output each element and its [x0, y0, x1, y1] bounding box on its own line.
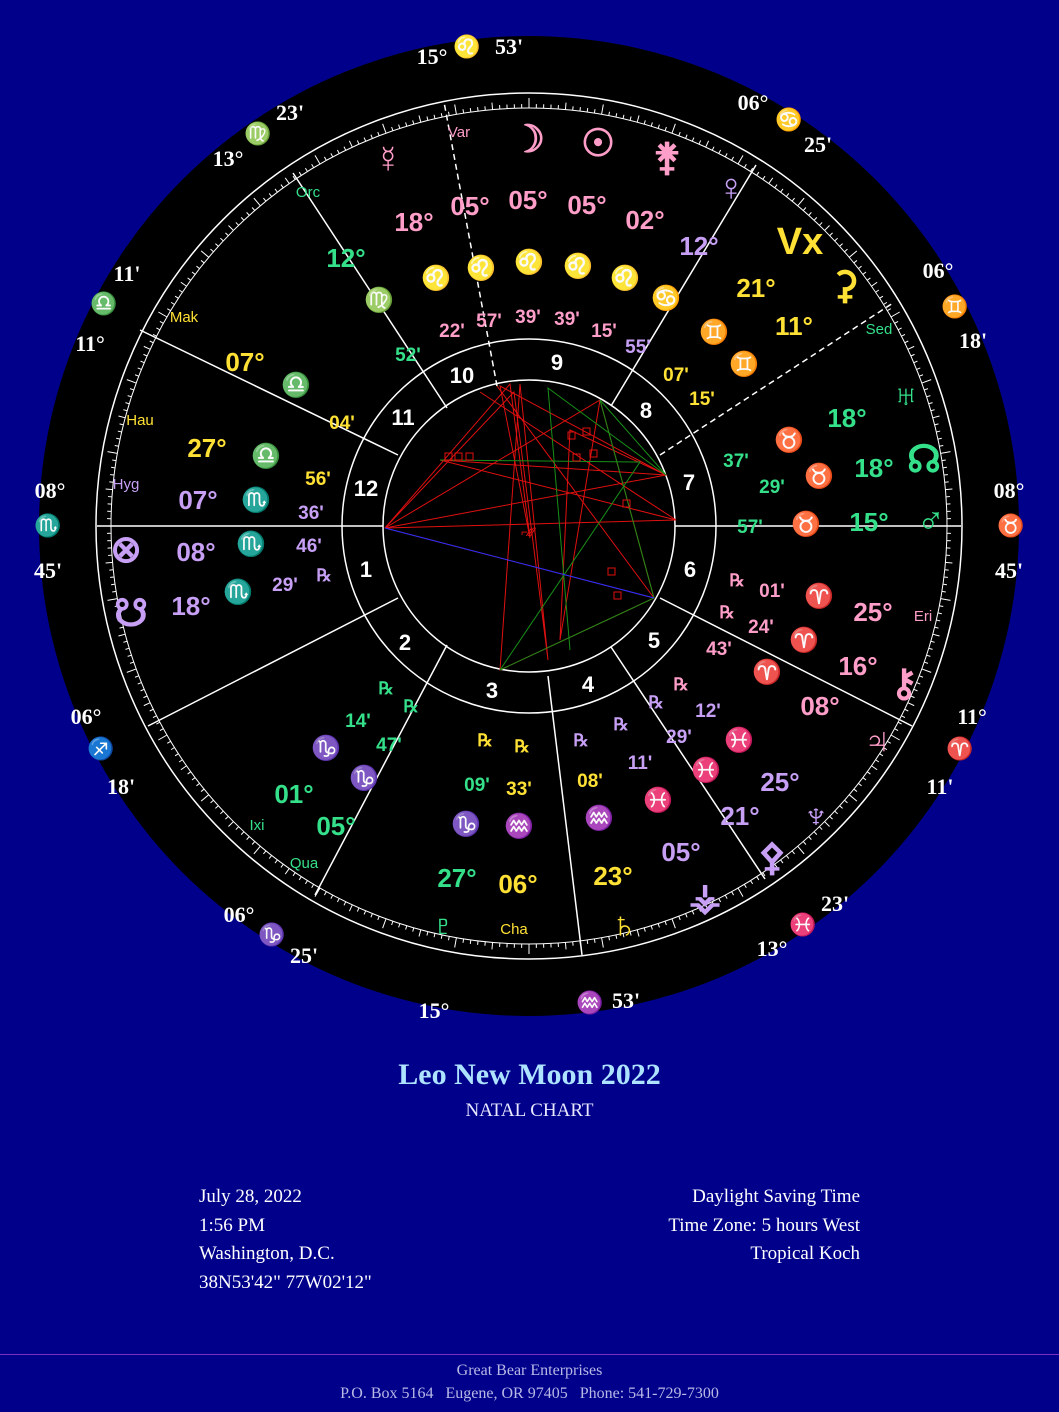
eris-degree: 25°: [853, 597, 893, 627]
degree-tick: [463, 109, 464, 113]
minor-body-label: Qua: [289, 855, 319, 872]
degree-tick: [942, 460, 946, 461]
cusp-minute: 45': [994, 558, 1024, 583]
ixion-degree: 01°: [274, 779, 314, 809]
cusp-degree: 08°: [993, 478, 1025, 503]
pallas-degree: 21°: [720, 801, 760, 831]
saturn-sign: ♒: [584, 805, 614, 832]
venus-degree: 12°: [679, 231, 719, 261]
mercury-minutes: 22': [439, 321, 465, 342]
saturn-minutes: 08': [577, 771, 603, 792]
vesta-sign: ♓: [643, 787, 673, 814]
degree-tick: [587, 940, 588, 944]
degree-tick: [945, 489, 952, 490]
south-node-degree: 18°: [171, 591, 211, 621]
uranus-sign: ♉: [774, 427, 804, 454]
vertex-sign: ♊: [699, 319, 729, 346]
north-node-minutes: 29': [759, 477, 785, 498]
vertex-var-minutes: 57': [476, 311, 502, 332]
cusp-degree: 06°: [70, 704, 102, 729]
cusp-degree: 06°: [737, 90, 769, 115]
neptune-minutes: 12': [695, 701, 721, 722]
vesta-minutes: 11': [627, 753, 653, 774]
quaoar-sign: ♑: [349, 765, 379, 792]
degree-tick: [492, 942, 493, 949]
ixion-minutes: 14': [345, 711, 371, 732]
sagittarius-glyph: ♐: [87, 736, 115, 761]
pallas-minutes: 29': [666, 727, 692, 748]
degree-tick: [112, 591, 116, 592]
leo-glyph: ♌: [453, 34, 481, 59]
degree-tick: [470, 108, 471, 112]
house-number-6: 6: [683, 557, 697, 582]
footer-company: Great Bear Enterprises: [456, 1362, 603, 1379]
chariklo-minutes: 33': [506, 779, 532, 800]
sun-icon: ☉: [580, 123, 616, 165]
event-time: 1:56 PM: [199, 1214, 265, 1236]
hygiea-degree: 07°: [178, 485, 218, 515]
cusp-degree: 08°: [34, 478, 66, 503]
pluto-minutes: 09': [464, 775, 490, 796]
uranus-degree: 18°: [827, 403, 867, 433]
neptune-retrograde: ℞: [648, 693, 664, 712]
eris-minutes: 01': [759, 581, 785, 602]
north-node-icon: ☊: [907, 439, 941, 481]
aquarius-glyph: ♒: [576, 990, 604, 1015]
house-number-10: 10: [449, 363, 475, 388]
minor-body-label: Var: [447, 124, 471, 141]
pallas-sign: ♓: [691, 757, 721, 784]
chariklo-degree: 06°: [498, 869, 538, 899]
degree-tick: [565, 942, 566, 949]
chariklo-sign: ♒: [504, 813, 534, 840]
house-number-1: 1: [359, 557, 373, 582]
chart-subtitle: NATAL CHART: [465, 1100, 594, 1121]
event-date: July 28, 2022: [199, 1186, 302, 1207]
minor-body-label: Orc: [295, 184, 321, 201]
mercury-sign: ♌: [421, 265, 451, 292]
house-number-3: 3: [485, 678, 499, 703]
time-zone: Time Zone: 5 hours West: [668, 1214, 860, 1236]
north-node-sign: ♉: [804, 463, 834, 490]
house-number-4: 4: [581, 672, 595, 697]
footer-divider: [0, 1354, 1059, 1355]
jupiter-minutes: 43': [706, 639, 732, 660]
house-number-8: 8: [639, 398, 653, 423]
moon-sign: ♌: [514, 249, 544, 276]
cusp-minute: 23': [275, 100, 305, 125]
makemake-sign: ♎: [281, 372, 311, 399]
degree-tick: [943, 467, 947, 468]
footer-address: P.O. Box 5164 Eugene, OR 97405 Phone: 541-729-7300: [340, 1385, 719, 1402]
cusp-minute: 11': [113, 261, 141, 286]
capricorn-glyph: ♑: [258, 922, 286, 947]
house-number-9: 9: [550, 350, 564, 375]
south-node-minutes: 29': [272, 575, 298, 596]
footer: [0, 1359, 1059, 1405]
eris-retrograde: ℞: [729, 571, 745, 590]
neptune-sign: ♓: [724, 727, 754, 754]
saturn-degree: 23°: [593, 861, 633, 891]
uranus-icon: ♅: [891, 375, 921, 417]
jupiter-retrograde: ℞: [673, 675, 689, 694]
aries-glyph: ♈: [946, 736, 974, 761]
vertex-degree: 21°: [736, 273, 776, 303]
part-of-fortune-icon: ⊗: [110, 529, 142, 571]
minor-body-label: Mak: [169, 309, 199, 326]
virgo-glyph: ♍: [244, 121, 272, 146]
hygiea-sign: ♏: [241, 487, 271, 514]
south-node-sign: ♏: [223, 579, 253, 606]
house-number-7: 7: [682, 470, 696, 495]
cusp-minute: 25': [289, 943, 319, 968]
part-of-fortune-sign: ♏: [236, 531, 266, 558]
cusp-degree: 13°: [756, 936, 788, 961]
quaoar-degree: 05°: [316, 811, 356, 841]
vertex-var-degree: 05°: [450, 191, 490, 221]
chart-title: Leo New Moon 2022: [398, 1058, 661, 1091]
ceres-minutes: 15': [689, 389, 715, 410]
degree-tick: [111, 467, 115, 468]
vesta-icon: ⚶: [688, 877, 722, 919]
chiron-minutes: 24': [748, 617, 774, 638]
cusp-degree: 15°: [416, 44, 448, 69]
pluto-icon: ♇: [428, 905, 458, 947]
hygiea-minutes: 36': [298, 503, 324, 524]
mercury-degree: 18°: [394, 207, 434, 237]
north-node-degree: 18°: [854, 453, 894, 483]
dst-note: Daylight Saving Time: [692, 1186, 860, 1207]
uranus-minutes: 37': [723, 451, 749, 472]
cusp-degree: 06°: [223, 902, 255, 927]
house-number-5: 5: [647, 628, 661, 653]
sun-degree: 05°: [567, 190, 607, 220]
degree-tick: [106, 489, 113, 490]
minor-body-label: Sed: [865, 321, 893, 338]
juno-minutes: 15': [591, 321, 617, 342]
ceres-degree: 11°: [775, 311, 813, 341]
jupiter-sign: ♈: [752, 659, 782, 686]
cusp-degree: 15°: [418, 998, 450, 1023]
degree-tick: [587, 108, 588, 112]
cusp-minute: 18': [958, 328, 988, 353]
juno-sign: ♌: [610, 265, 640, 292]
center-aspect-marks: ⌐∕∕∕: [521, 525, 535, 539]
chiron-degree: 16°: [838, 651, 878, 681]
pluto-retrograde: ℞: [403, 697, 419, 716]
mars-sign: ♉: [791, 511, 821, 538]
south-node-icon: ☋: [114, 593, 148, 635]
degree-tick: [565, 103, 566, 110]
event-place: Washington, D.C.: [199, 1243, 335, 1264]
part-of-fortune-degree: 08°: [176, 537, 216, 567]
juno-degree: 02°: [625, 205, 665, 235]
chiron-icon: ⚷: [890, 663, 918, 705]
eris-sign: ♈: [804, 583, 834, 610]
quaoar-minutes: 47': [376, 735, 402, 756]
mars-minutes: 57': [737, 517, 763, 538]
mars-icon: ♂: [916, 499, 946, 541]
pallas-icon: ⚴: [758, 837, 786, 879]
degree-tick: [463, 939, 464, 943]
vesta-retrograde: ℞: [573, 731, 589, 750]
moon-minutes: 39': [515, 307, 541, 328]
libra-glyph: ♎: [90, 291, 118, 316]
ceres-sign: ♊: [729, 351, 759, 378]
venus-minutes: 55': [625, 337, 651, 358]
venus-icon: ♀: [716, 167, 746, 209]
house-number-11: 11: [391, 405, 415, 430]
makemake-minutes: 04': [329, 413, 355, 434]
cusp-minute: 25': [803, 132, 833, 157]
cusp-degree: 06°: [922, 258, 954, 283]
cusp-minute: 18': [106, 774, 136, 799]
chiron-sign: ♈: [789, 627, 819, 654]
house-system: Tropical Koch: [750, 1243, 860, 1264]
south-node-retrograde: ℞: [316, 566, 332, 585]
mercury-icon: ☿: [373, 139, 403, 181]
part-of-fortune-minutes: 46': [296, 536, 322, 557]
pluto-degree: 27°: [437, 863, 477, 893]
orcus-sign: ♍: [364, 287, 394, 314]
neptune-icon: ♆: [801, 795, 831, 837]
sun-sign: ♌: [563, 253, 593, 280]
degree-tick: [111, 584, 115, 585]
haumea-sign: ♎: [251, 443, 281, 470]
degree-tick: [594, 939, 595, 943]
quaoar-retrograde: ℞: [378, 679, 394, 698]
cusp-degree: 11°: [75, 331, 105, 356]
house-number-12: 12: [353, 476, 379, 501]
vertex-icon: Vx: [776, 221, 824, 263]
cusp-minute: 53': [611, 988, 641, 1013]
pluto-sign: ♑: [451, 811, 481, 838]
degree-tick: [942, 591, 946, 592]
vertex-minutes: 07': [663, 365, 689, 386]
venus-sign: ♋: [651, 285, 681, 312]
chariklo-retrograde: ℞: [477, 731, 493, 750]
degree-tick: [112, 460, 116, 461]
degree-tick: [943, 584, 947, 585]
minor-body-label: Ixi: [249, 817, 265, 834]
juno-icon: ⚵: [653, 137, 681, 179]
minor-body-label: Eri: [913, 608, 933, 625]
haumea-degree: 27°: [187, 433, 227, 463]
jupiter-degree: 08°: [800, 691, 840, 721]
moon-icon: ☽: [510, 119, 546, 161]
chiron-retrograde: ℞: [719, 603, 735, 622]
saturn-icon: ♄: [609, 905, 639, 947]
minor-body-label: Hau: [126, 412, 154, 429]
orcus-degree: 12°: [326, 243, 366, 273]
degree-tick: [492, 103, 493, 110]
orcus-minutes: 52': [395, 345, 421, 366]
minor-body-label: Cha: [500, 921, 528, 938]
minor-body-label: Hyg: [112, 476, 140, 493]
ixion-sign: ♑: [311, 735, 341, 762]
cusp-degree: 11°: [957, 704, 987, 729]
degree-tick: [945, 562, 952, 563]
cusp-minute: 45': [33, 558, 63, 583]
ceres-icon: ⚳: [831, 265, 859, 307]
cancer-glyph: ♋: [775, 107, 803, 132]
degree-tick: [594, 109, 595, 113]
taurus-glyph: ♉: [997, 513, 1025, 538]
vertex-var-sign: ♌: [466, 255, 496, 282]
saturn-retrograde: ℞: [514, 737, 530, 756]
makemake-degree: 07°: [225, 347, 265, 377]
neptune-degree: 25°: [760, 767, 800, 797]
cusp-minute: 53': [494, 34, 524, 59]
sun-minutes: 39': [554, 309, 580, 330]
event-details-right: [668, 1183, 860, 1269]
cusp-minute: 23': [820, 891, 850, 916]
jupiter-icon: ♃: [862, 721, 892, 763]
event-coordinates: 38N53'42" 77W02'12": [199, 1271, 372, 1293]
gemini-glyph: ♊: [941, 294, 969, 319]
pisces-glyph: ♓: [789, 912, 817, 937]
degree-tick: [470, 940, 471, 944]
scorpio-glyph: ♏: [34, 513, 62, 538]
event-details-left: [199, 1183, 372, 1297]
moon-degree: 05°: [508, 185, 548, 215]
cusp-degree: 13°: [212, 146, 244, 171]
haumea-minutes: 56': [305, 469, 331, 490]
house-number-2: 2: [398, 630, 412, 655]
cusp-minute: 11': [926, 774, 954, 799]
vesta-degree: 05°: [661, 837, 701, 867]
pallas-retrograde: ℞: [613, 715, 629, 734]
mars-degree: 15°: [849, 507, 889, 537]
